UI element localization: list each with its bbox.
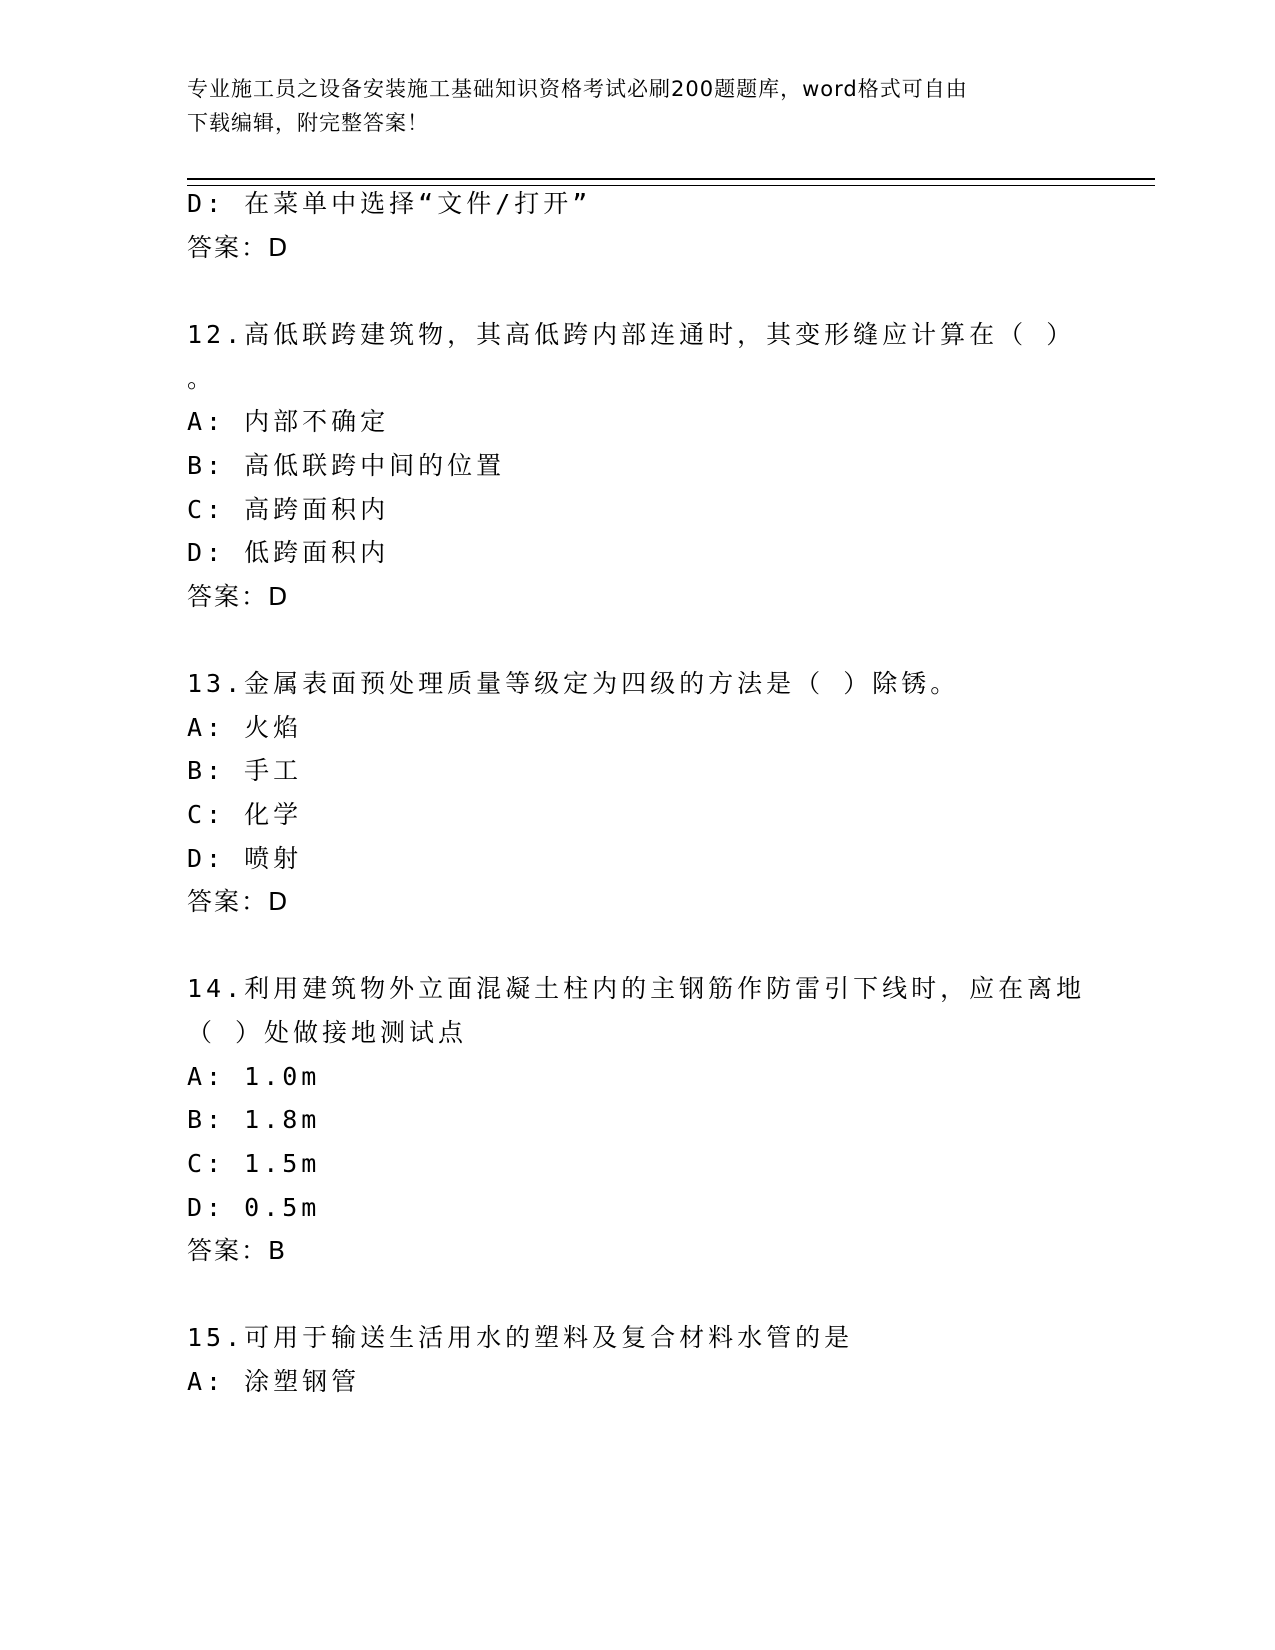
question-12-answer: 答案：D bbox=[187, 582, 290, 611]
question-12-stem-continued: 。 bbox=[187, 364, 217, 393]
question-12-option-a: A: 内部不确定 bbox=[187, 407, 390, 436]
question-12-stem: 12.高低联跨建筑物，其高低跨内部连通时，其变形缝应计算在（ ） bbox=[187, 320, 1076, 349]
question-15-stem: 15.可用于输送生活用水的塑料及复合材料水管的是 bbox=[187, 1323, 854, 1352]
header-title-line-1: 专业施工员之设备安装施工基础知识资格考试必刷200题题库，word格式可自由 bbox=[187, 77, 968, 101]
question-13-answer: 答案：D bbox=[187, 887, 290, 916]
document-header bbox=[187, 72, 1087, 140]
option-d: D: 在菜单中选择“文件/打开” bbox=[187, 189, 592, 218]
question-12-option-d: D: 低跨面积内 bbox=[187, 538, 390, 567]
question-14-option-d: D: 0.5m bbox=[187, 1193, 321, 1222]
question-13-option-a: A: 火焰 bbox=[187, 713, 303, 742]
question-14-option-a: A: 1.0m bbox=[187, 1062, 321, 1091]
header-divider bbox=[187, 178, 1155, 186]
header-title-line-2: 下载编辑，附完整答案！ bbox=[187, 111, 429, 135]
question-14-option-b: B: 1.8m bbox=[187, 1105, 321, 1134]
question-13-option-b: B: 手工 bbox=[187, 756, 303, 785]
question-13-stem: 13.金属表面预处理质量等级定为四级的方法是（ ）除锈。 bbox=[187, 669, 960, 698]
question-12-option-c: C: 高跨面积内 bbox=[187, 495, 390, 524]
question-14-stem-continued: （ ）处做接地测试点 bbox=[187, 1018, 468, 1047]
question-13-option-c: C: 化学 bbox=[187, 800, 303, 829]
question-14-stem: 14.利用建筑物外立面混凝土柱内的主钢筋作防雷引下线时，应在离地 bbox=[187, 974, 1086, 1003]
answer-line: 答案：D bbox=[187, 233, 290, 262]
question-12-option-b: B: 高低联跨中间的位置 bbox=[187, 451, 506, 480]
question-15-option-a: A: 涂塑钢管 bbox=[187, 1367, 361, 1396]
question-14-option-c: C: 1.5m bbox=[187, 1149, 321, 1178]
question-14-answer: 答案：B bbox=[187, 1236, 288, 1265]
question-13-option-d: D: 喷射 bbox=[187, 844, 303, 873]
